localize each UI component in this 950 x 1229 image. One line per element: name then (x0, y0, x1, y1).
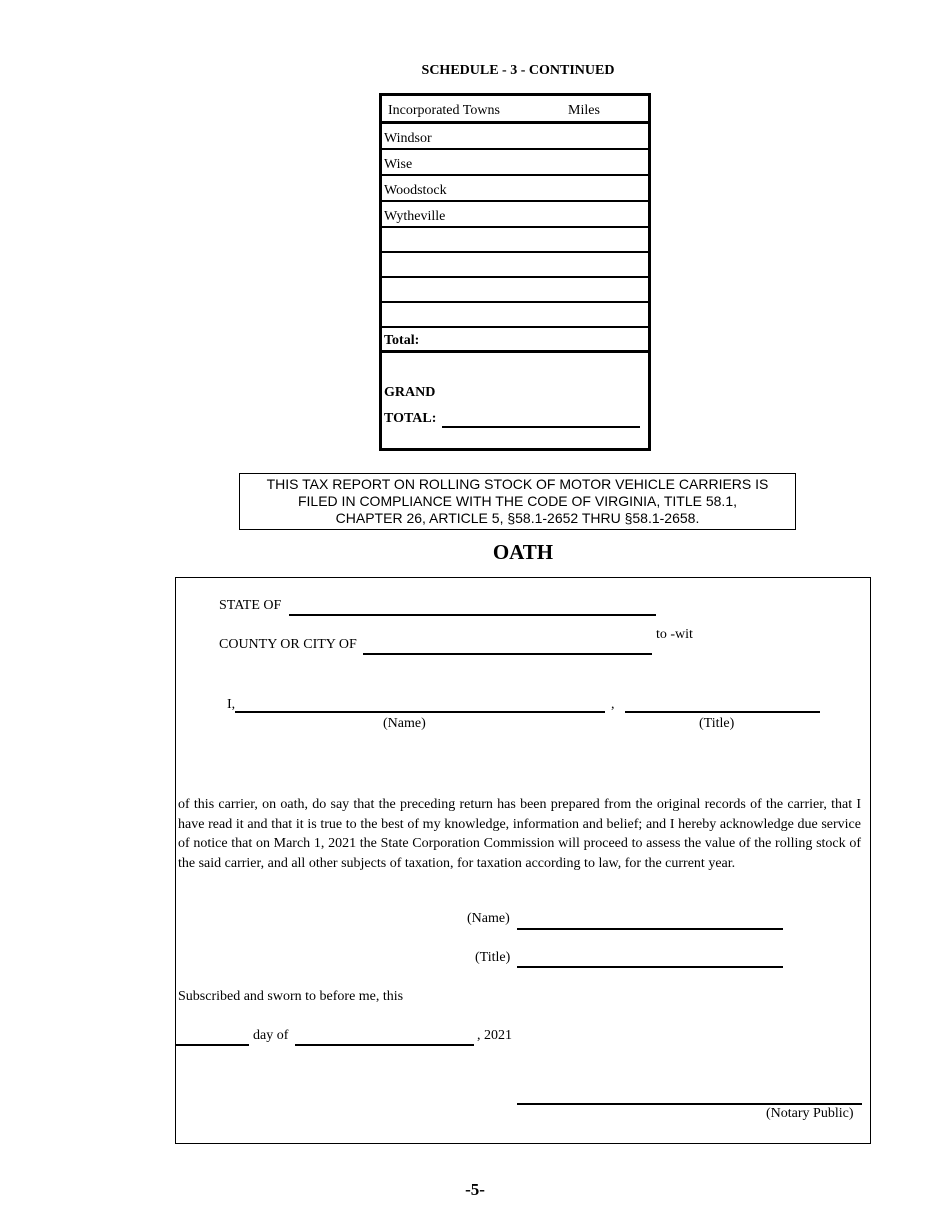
table-row (382, 303, 648, 328)
notice-line: THIS TAX REPORT ON ROLLING STOCK OF MOTOR VEHICLE CARRIERS IS (266, 476, 769, 492)
day-of-label: day of (253, 1028, 289, 1043)
column-header-towns: Incorporated Towns (388, 103, 500, 118)
table-row (382, 124, 648, 150)
grand-total-label-2: TOTAL: (384, 411, 437, 426)
day-field[interactable] (176, 1044, 249, 1046)
comma-separator: , (611, 697, 615, 712)
state-field[interactable] (289, 614, 656, 616)
town-name: Wise (384, 157, 413, 172)
signature-title-field[interactable] (517, 966, 783, 968)
signature-name-label: (Name) (467, 911, 510, 926)
schedule-table (379, 93, 651, 451)
month-field[interactable] (295, 1044, 474, 1046)
notary-signature-field[interactable] (517, 1103, 862, 1105)
title-caption: (Title) (699, 716, 735, 731)
schedule-header-row (382, 96, 648, 124)
affiant-label: I, (227, 697, 236, 712)
notice-line: FILED IN COMPLIANCE WITH THE CODE OF VIRGINIA, TITLE 58.1, (297, 493, 737, 509)
grand-total-label-1: GRAND (384, 385, 436, 400)
oath-title: OATH (492, 540, 554, 564)
subscribed-text: Subscribed and sworn to before me, this (178, 989, 404, 1004)
table-row (382, 253, 648, 278)
affiant-title-field[interactable] (625, 711, 820, 713)
table-row (382, 278, 648, 303)
schedule-title: SCHEDULE - 3 - CONTINUED (421, 63, 615, 78)
column-header-miles: Miles (568, 103, 600, 118)
notice-line: CHAPTER 26, ARTICLE 5, §58.1-2652 THRU §58.1-2658. (335, 510, 700, 526)
town-name: Wytheville (384, 209, 446, 224)
grand-total-field[interactable] (442, 426, 640, 428)
signature-title-label: (Title) (475, 950, 511, 965)
total-row (382, 328, 648, 353)
signature-name-field[interactable] (517, 928, 783, 930)
table-row (382, 202, 648, 228)
county-label: COUNTY OR CITY OF (219, 637, 357, 652)
page-number: -5- (465, 1180, 485, 1199)
to-wit-label: to -wit (656, 627, 693, 642)
name-caption: (Name) (383, 716, 426, 731)
oath-paragraph: of this carrier, on oath, do say that the preceding return has been prepared from the original records of the carrier, that I have read it and that it is true to the best of my knowledge, information and belief; and I hereby acknowledge due service of notice that on March 1, 2021 the State Corporation Commission will proceed to assess the value of the rolling stock of the said carrier, and all other subjects of taxation, for taxation according to law, for the current year. (178, 797, 861, 871)
year-label: , 2021 (477, 1028, 512, 1043)
county-field[interactable] (363, 653, 652, 655)
town-name: Woodstock (384, 183, 447, 198)
town-name: Windsor (384, 131, 432, 146)
table-row (382, 228, 648, 253)
table-row (382, 176, 648, 202)
affiant-name-field[interactable] (235, 711, 605, 713)
notary-label: (Notary Public) (766, 1106, 854, 1121)
table-row (382, 150, 648, 176)
total-label: Total: (384, 333, 420, 348)
compliance-notice (239, 473, 796, 530)
state-label: STATE OF (219, 598, 282, 613)
